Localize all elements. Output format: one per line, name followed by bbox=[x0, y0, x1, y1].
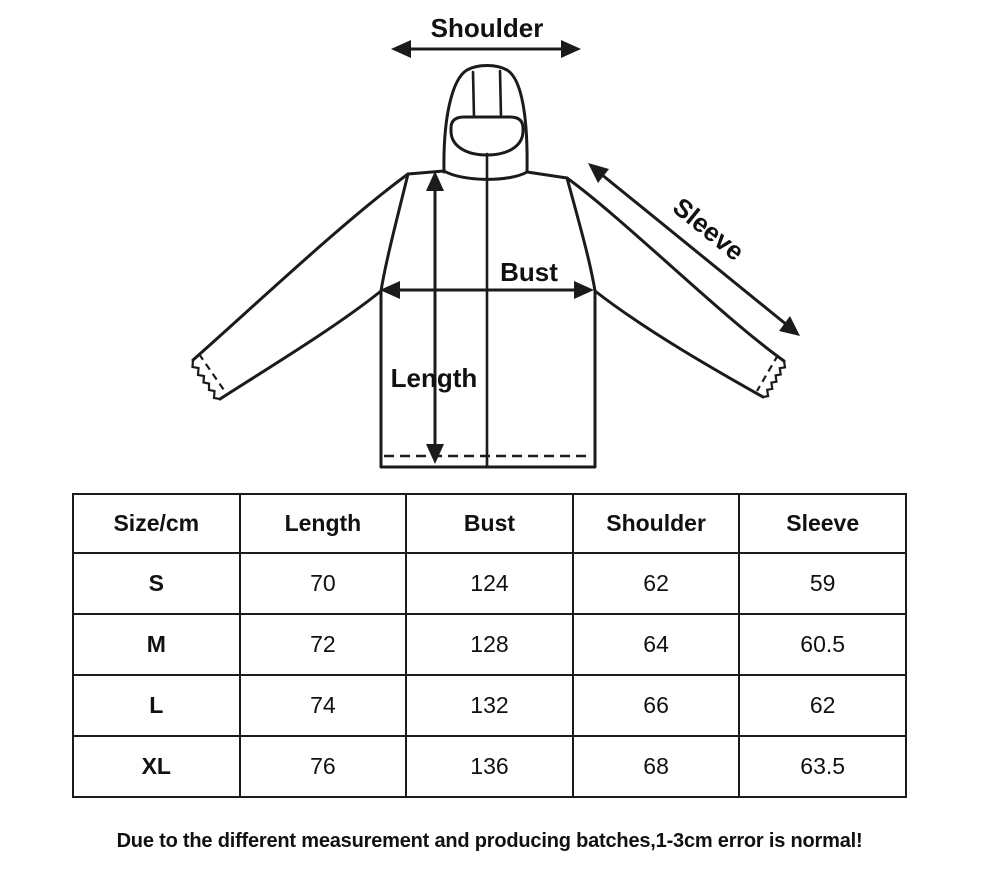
collar-curve bbox=[444, 171, 527, 179]
header-sleeve: Sleeve bbox=[739, 494, 906, 553]
cell-size: XL bbox=[73, 736, 240, 797]
header-size-cm: Size/cm bbox=[73, 494, 240, 553]
left-sleeve-under-edge bbox=[220, 291, 381, 399]
cell-size: S bbox=[73, 553, 240, 614]
cell-length: 76 bbox=[240, 736, 407, 797]
left-sleeve bbox=[193, 174, 409, 399]
cell-shoulder: 68 bbox=[573, 736, 740, 797]
sleeve-measure-label: Sleeve bbox=[667, 191, 751, 267]
length-measure-arrow bbox=[391, 171, 478, 464]
right-cuff-zigzag bbox=[763, 361, 785, 397]
cell-sleeve: 62 bbox=[739, 675, 906, 736]
cell-shoulder: 62 bbox=[573, 553, 740, 614]
cell-sleeve: 63.5 bbox=[739, 736, 906, 797]
table-row-l bbox=[73, 675, 906, 736]
header-length: Length bbox=[240, 494, 407, 553]
shoulder-measure-label: Shoulder bbox=[430, 13, 544, 43]
cell-sleeve: 59 bbox=[739, 553, 906, 614]
table-row-xl bbox=[73, 736, 906, 797]
cell-length: 74 bbox=[240, 675, 407, 736]
cell-bust: 132 bbox=[406, 675, 573, 736]
hood-right-seam bbox=[500, 71, 501, 117]
measurement-tolerance-note: Due to the different measurement and producing batches,1-3cm error is normal! bbox=[116, 830, 863, 852]
cell-shoulder: 66 bbox=[573, 675, 740, 736]
header-shoulder: Shoulder bbox=[573, 494, 740, 553]
length-measure-label: Length bbox=[390, 363, 478, 393]
cell-size: M bbox=[73, 614, 240, 675]
sleeve-arrow-lower-head bbox=[779, 316, 800, 336]
hood-left-seam bbox=[473, 72, 474, 117]
table-row-m bbox=[73, 614, 906, 675]
size-table bbox=[72, 493, 907, 798]
right-sleeve-under-edge bbox=[595, 291, 763, 397]
header-bust: Bust bbox=[406, 494, 573, 553]
bust-arrow-right-head bbox=[574, 281, 594, 299]
left-shoulder-seam bbox=[408, 171, 444, 174]
cell-bust: 128 bbox=[406, 614, 573, 675]
right-cuff-dashed-line bbox=[757, 355, 778, 391]
cell-bust: 136 bbox=[406, 736, 573, 797]
hood bbox=[444, 66, 527, 173]
left-cuff-dashed-line bbox=[199, 354, 226, 393]
length-arrow-top-head bbox=[426, 171, 444, 191]
sleeve-arrow-upper-head bbox=[588, 163, 609, 183]
left-sleeve-upper-edge bbox=[193, 174, 408, 360]
cell-size: L bbox=[73, 675, 240, 736]
size-table-header-row bbox=[73, 494, 906, 553]
table-row-s bbox=[73, 553, 906, 614]
cell-length: 72 bbox=[240, 614, 407, 675]
cell-sleeve: 60.5 bbox=[739, 614, 906, 675]
cell-bust: 124 bbox=[406, 553, 573, 614]
face-opening bbox=[451, 117, 523, 155]
cell-shoulder: 64 bbox=[573, 614, 740, 675]
shoulder-measure-arrow bbox=[391, 13, 581, 58]
cell-length: 70 bbox=[240, 553, 407, 614]
right-shoulder-seam bbox=[527, 172, 567, 178]
jacket-body bbox=[381, 154, 595, 467]
length-arrow-bottom-head bbox=[426, 444, 444, 464]
shoulder-arrow-right-head bbox=[561, 40, 581, 58]
bust-measure-label: Bust bbox=[500, 257, 558, 287]
shoulder-arrow-left-head bbox=[391, 40, 411, 58]
